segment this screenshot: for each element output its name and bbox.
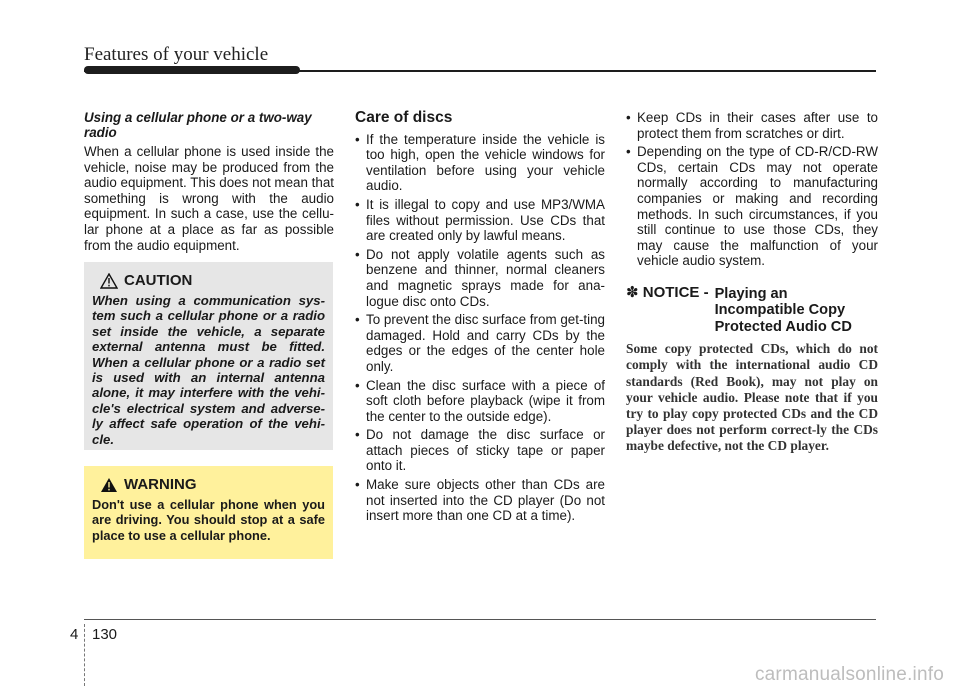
list-item: • Clean the disc surface with a piece of soft cloth before playback (wipe it from the center to the outside edge). [355, 378, 605, 425]
caution-text: When using a communication sys-tem such a cellular phone or a radio set inside the vehicle, a separate external antenna must be fitted. When a cellular phone or a radio set is used with an internal antenna alone, it may interfere with the vehi-cle's electrical system and adverse-ly affect safe operation of the vehi-cle. [92, 293, 325, 447]
list-item: • If the temperature inside the vehicle is too high, open the vehicle windows for ventilation before using your vehicle audio. [355, 132, 605, 194]
list-item: • Do not apply volatile agents such as benzene and thinner, normal cleaners and magnetic sprays made for ana-logue disc onto CDs. [355, 247, 605, 309]
list-item: • It is illegal to copy and use MP3/WMA files without permission. Use CDs that are created only by lawful means. [355, 197, 605, 244]
cellphone-subheading: Using a cellular phone or a two-way radio [84, 110, 312, 140]
warning-heading [100, 476, 325, 493]
warning-box [84, 466, 333, 559]
watermark-text: carmanualsonline.info [754, 664, 944, 685]
notice-heading [626, 285, 878, 335]
disc-tips-list [626, 110, 878, 269]
caution-box [84, 262, 333, 450]
list-item: • Do not damage the disc surface or attach pieces of sticky tape or paper onto it. [355, 427, 605, 474]
page-header-title: Features of your vehicle [84, 44, 269, 65]
column-1 [84, 110, 334, 253]
header-bar [84, 66, 300, 74]
caution-triangle-icon [100, 273, 118, 289]
page-number: 130 [92, 626, 118, 643]
care-of-discs-list [355, 132, 605, 524]
footer-divider [84, 624, 85, 686]
footer-rule [84, 619, 876, 620]
caution-title: CAUTION [124, 272, 193, 289]
notice-body: Some copy protected CDs, which do not comply with the international audio CD standards (Red Book), may not play on your vehicle audio. Please note that if you try to play copy protected CDs and the CD player does not perform correct-ly the CDs maybe defective, not the CD player. [626, 341, 878, 454]
column-3 [626, 110, 878, 455]
warning-text: Don't use a cellular phone when you are driving. You should stop at a safe place to use a cellular phone. [92, 497, 325, 543]
list-item: • Make sure objects other than CDs are not inserted into the CD player (Do not insert more than one CD at a time). [355, 477, 605, 524]
list-item: • Depending on the type of CD-R/CD-RW CDs, certain CDs may not operate normally according to manufacturing companies or making and recording methods. In such circumstances, if you still continue to use those CDs, they may cause the malfunction of your vehicle audio system. [626, 144, 878, 269]
list-item: • To prevent the disc surface from get-ting damaged. Hold and carry CDs by the edges or the edges of the center hole only. [355, 312, 605, 374]
warning-title: WARNING [124, 476, 197, 493]
cellphone-paragraph: When a cellular phone is used inside the vehicle, noise may be produced from the audio equipment. This does not mean that something is wrong with the audio equipment. In such a case, use the cellu-lar phone at a place as far as possible from the audio equipment. [84, 144, 334, 253]
list-item: • Keep CDs in their cases after use to protect them from scratches or dirt. [626, 110, 878, 141]
care-of-discs-heading: Care of discs [355, 109, 453, 126]
warning-triangle-icon [100, 477, 118, 493]
column-2 [355, 110, 605, 527]
notice-title: Playing an Incompatible Copy Protected Audio CD [714, 285, 852, 335]
notice-label: ✽ NOTICE - [626, 283, 709, 301]
caution-heading [100, 272, 325, 289]
chapter-number: 4 [70, 626, 79, 643]
